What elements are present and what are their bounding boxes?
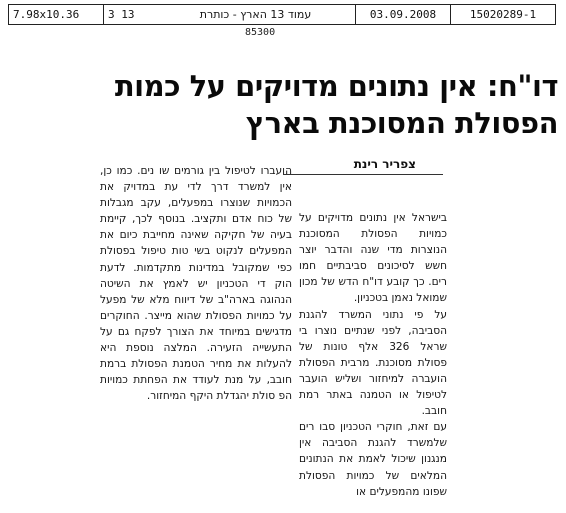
clip-size: 7.98x10.36 <box>9 5 104 24</box>
clip-code: 85300 <box>245 27 276 38</box>
clip-source: עמוד 13 הארץ - כותרת <box>199 8 312 21</box>
clipping-header <box>8 4 556 25</box>
clip-id: 15020289-1 <box>450 5 555 24</box>
clip-pages: 3 13 <box>108 8 135 21</box>
byline-rule <box>283 174 443 175</box>
paragraph: בישראל אין נתונים מדויקים על כמויות הפסולת המסוכנת הנוצרות מדי שנה והדבר יוצר חשש לסיכונים סביבתיים חמו רים. כך קובע דו"ח הדש של מכון שמואל נאמן בטכניון. <box>299 212 447 305</box>
article-column-left <box>100 163 292 404</box>
paragraph: עם זאת, חוקרי הטכניון סבו רים שלמשרד להגנת הסביבה אין מנגנון שיכול לאמת את הנתונים המלאים של כמויות הפסולת שפונו מהמפעלים או <box>299 421 447 498</box>
clip-date: 03.09.2008 <box>355 5 450 24</box>
paragraph: על פי נתוני המשרד להגנת הסביבה, לפני שנתיים נוצרו בי שראל 326 אלף טונות של פסולת מסוכנת. מרבית הפסולת הועברה למיחזור ושליש הועבר לטיפול או הטמנה באתר רמת חובב. <box>299 308 447 418</box>
article-byline: צפריר רינת <box>353 157 416 171</box>
article-headline: דו"ח: אין נתונים מדויקים על כמות הפסולת המסוכנת בארץ <box>114 69 558 140</box>
paragraph: הועברו לטיפול בין גורמים שו נים. כמו כן, אין למשרד דרך לדי עת במדויק את הכמויות שנוצרו במפעלים, עקב מגבלות של כוח אדם ותקציב. בנוסף לכך, קיימת בעיה של חקיקה שאינה מחייבת כיום את המפעלים לנקוט בשי טות טיפול בפסולת כפי שמקובל במדינות מתקדמות. לדעת הוק די הטכניון יש לאמץ את השיטה הנהוגה בארה"ב של דיווח מלא של מפעל על כמויות הפסולת שהוא מייצר. החוקרים מדגישים במיוחד את הצורך לפקח גם על התעשייה הזעירה. המלצה נוספת היא להעלות את מחיר הטמנת הפסולת ברמת חובב, על מנת לעודד את הפחתת כמויות הפ סולת יהגדלת היקף המיחזור. <box>100 165 292 403</box>
article-column-right <box>299 210 447 500</box>
